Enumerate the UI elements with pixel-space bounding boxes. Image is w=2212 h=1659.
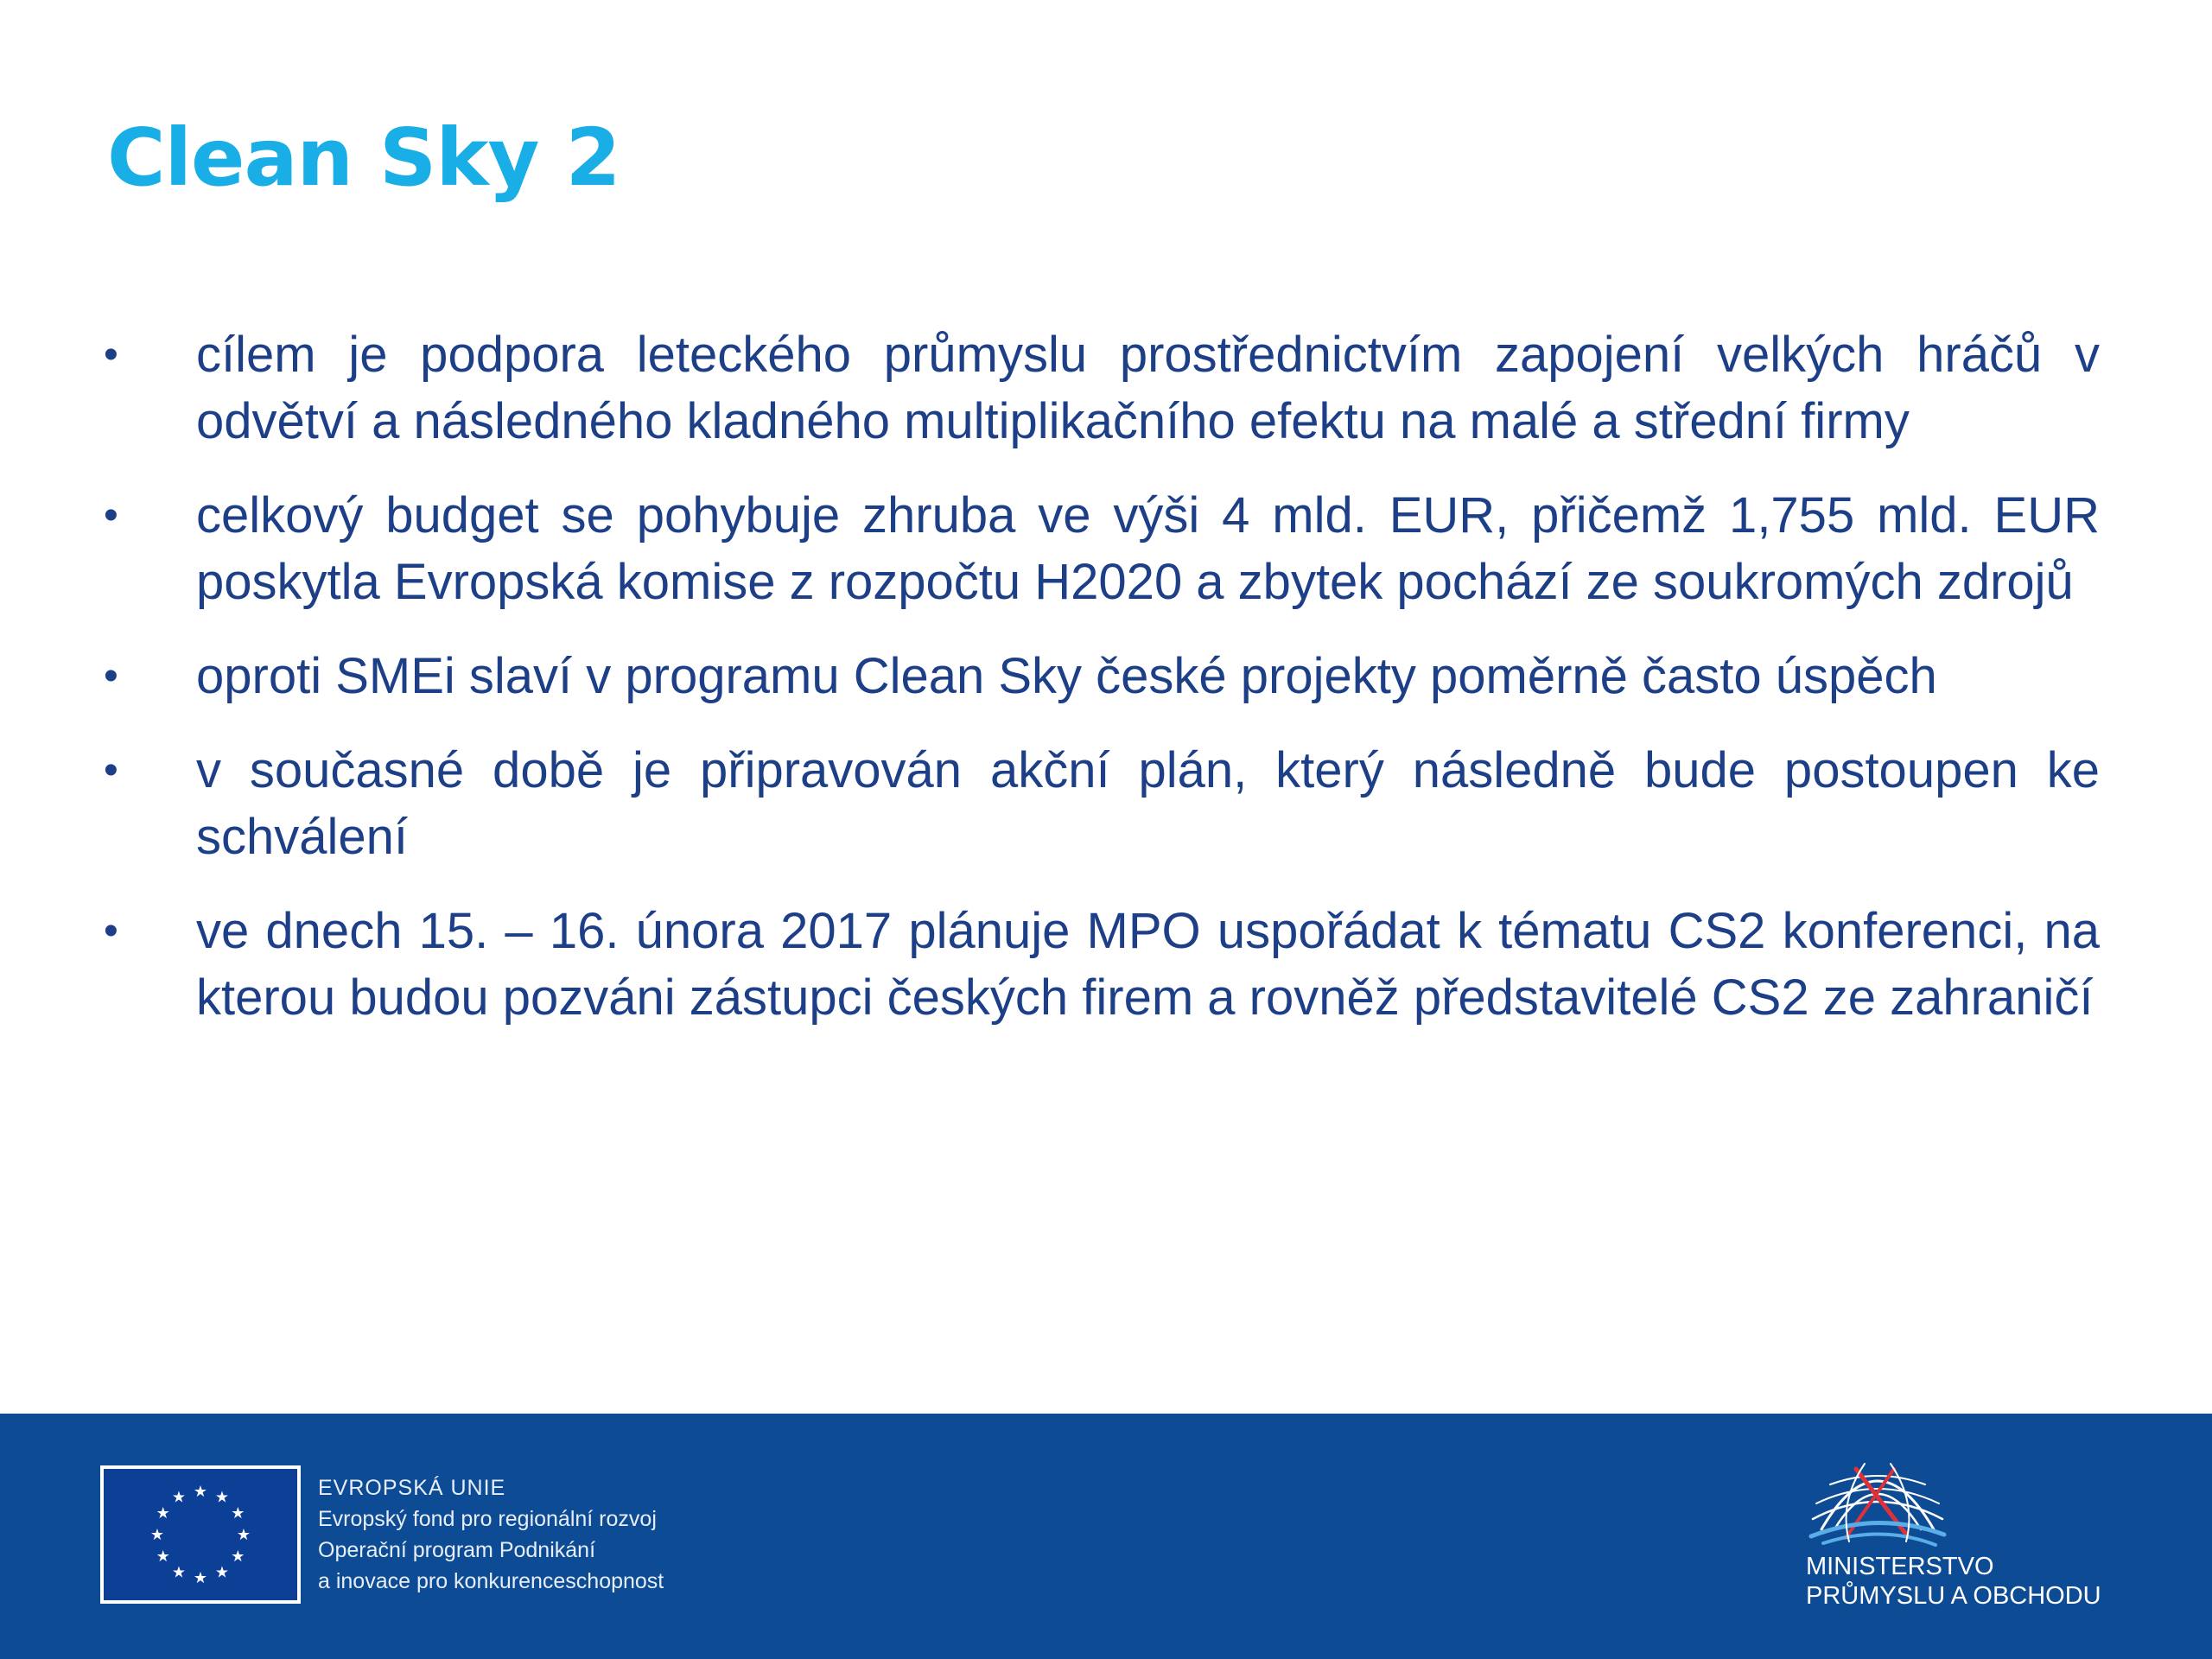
- eu-star-icon: ★: [214, 1488, 230, 1506]
- eu-program-line-2: a inovace pro konkurenceschopnost: [318, 1569, 664, 1593]
- eu-flag-icon: [100, 1465, 301, 1604]
- eu-fund-label: [318, 1472, 664, 1597]
- bullet-item: [104, 321, 2100, 454]
- eu-union-label: EVROPSKÁ UNIE: [318, 1476, 506, 1500]
- bullet-list: [104, 321, 2100, 1058]
- bullet-item: [104, 482, 2100, 615]
- eu-star-icon: ★: [171, 1488, 187, 1506]
- footer-bar: [0, 1414, 2212, 1659]
- eu-star-icon: ★: [156, 1548, 170, 1565]
- bullet-icon: •: [104, 908, 118, 954]
- slide-title: Clean Sky 2: [107, 111, 620, 204]
- eu-star-icon: ★: [171, 1563, 187, 1581]
- eu-program-line: Operační program Podnikání: [318, 1538, 596, 1562]
- bullet-text: oproti SMEi slaví v programu Clean Sky české projekty poměrně často úspěch: [196, 648, 1937, 704]
- eu-star-icon: ★: [236, 1526, 251, 1543]
- bullet-icon: •: [104, 493, 118, 538]
- ministry-globe-logo-icon: [1804, 1459, 1951, 1554]
- bullet-item: [104, 643, 2100, 709]
- eu-star-icon: ★: [156, 1504, 170, 1522]
- eu-star-icon: ★: [193, 1569, 208, 1586]
- eu-star-icon: ★: [149, 1526, 165, 1543]
- eu-star-icon: ★: [231, 1504, 245, 1522]
- eu-fund-line: Evropský fond pro regionální rozvoj: [318, 1507, 657, 1531]
- ministry-line-1: MINISTERSTVO: [1806, 1553, 1994, 1580]
- bullet-text: ve dnech 15. – 16. února 2017 plánuje MPO uspořádat k tématu CS2 konferenci, na kterou budou pozváni zástupci českých firem a rovněž představitelé CS2 ze zahraničí: [196, 903, 2100, 1026]
- eu-star-icon: ★: [214, 1563, 230, 1581]
- bullet-item: [104, 737, 2100, 870]
- bullet-icon: •: [104, 653, 118, 699]
- bullet-text: cílem je podpora leteckého průmyslu prostřednictvím zapojení velkých hráčů v odvětví a následného kladného multiplikačního efektu na malé a střední firmy: [196, 327, 2100, 449]
- eu-star-icon: ★: [231, 1548, 245, 1565]
- ministry-line-2: PRŮMYSLU A OBCHODU: [1806, 1582, 2101, 1610]
- bullet-icon: •: [104, 747, 118, 793]
- bullet-item: [104, 898, 2100, 1031]
- bullet-text: v současné době je připravován akční plán, který následně bude postoupen ke schválení: [196, 742, 2100, 865]
- ministry-label: [1806, 1552, 2101, 1611]
- bullet-icon: •: [104, 332, 118, 378]
- eu-star-icon: ★: [193, 1483, 208, 1500]
- bullet-text: celkový budget se pohybuje zhruba ve výši 4 mld. EUR, přičemž 1,755 mld. EUR poskytla Evropská komise z rozpočtu H2020 a zbytek pochází ze soukromých zdrojů: [196, 487, 2100, 610]
